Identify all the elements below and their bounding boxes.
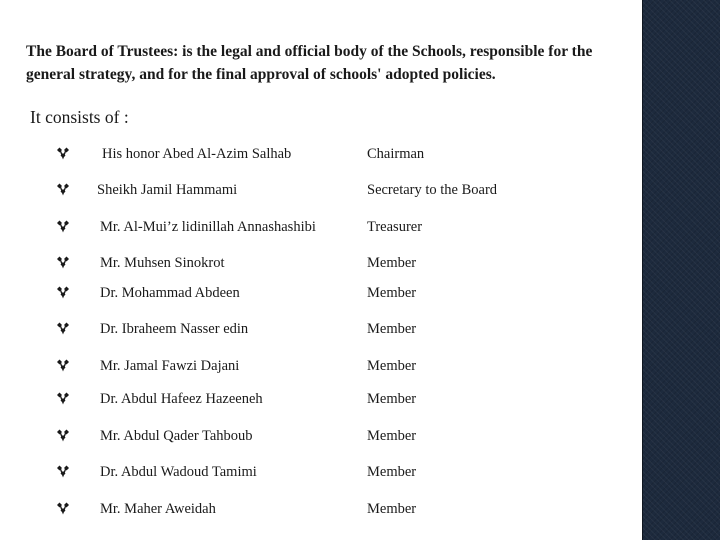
member-name: Mr. Jamal Fawzi Dajani (100, 358, 240, 374)
member-role: Member (367, 428, 417, 444)
member-name: Mr. Al-Mui’z lidinillah Annashashibi (100, 219, 316, 235)
member-row (0, 461, 640, 483)
diamond-bullet-icon (56, 392, 70, 406)
member-name: Dr. Abdul Hafeez Hazeeneh (100, 391, 263, 407)
member-role: Treasurer (367, 219, 423, 235)
member-role: Member (367, 464, 417, 480)
diamond-bullet-icon (56, 359, 70, 373)
diamond-bullet-icon (56, 220, 70, 234)
diamond-bullet-icon (56, 286, 70, 300)
member-row (0, 252, 640, 274)
member-name: Mr. Muhsen Sinokrot (100, 255, 225, 271)
diamond-bullet-icon (56, 256, 70, 270)
side-panel (642, 0, 720, 540)
member-role: Member (367, 321, 417, 337)
member-row (0, 388, 640, 410)
diamond-bullet-icon (56, 429, 70, 443)
member-name: Dr. Ibraheem Nasser edin (100, 321, 249, 337)
member-name: Sheikh Jamil Hammami (97, 182, 238, 198)
diamond-bullet-icon (56, 502, 70, 516)
diamond-bullet-icon (56, 183, 70, 197)
member-row (0, 216, 640, 238)
member-role: Chairman (367, 146, 425, 162)
member-name: Dr. Mohammad Abdeen (100, 285, 240, 301)
member-name: Dr. Abdul Wadoud Tamimi (100, 464, 257, 480)
subheading: It consists of : (30, 107, 129, 127)
member-row (0, 318, 640, 340)
member-role: Member (367, 285, 417, 301)
diamond-bullet-icon (56, 322, 70, 336)
diamond-bullet-icon (56, 465, 70, 479)
member-row (0, 355, 640, 377)
member-row (0, 498, 640, 520)
member-name: His honor Abed Al-Azim Salhab (102, 146, 292, 162)
member-role: Member (367, 501, 417, 517)
member-name: Mr. Abdul Qader Tahboub (100, 428, 253, 444)
member-row (0, 179, 640, 201)
member-role: Secretary to the Board (367, 182, 498, 198)
member-role: Member (367, 358, 417, 374)
member-name: Mr. Maher Aweidah (100, 501, 216, 517)
member-row (0, 425, 640, 447)
diamond-bullet-icon (56, 147, 70, 161)
member-row (0, 143, 640, 165)
member-row (0, 282, 640, 304)
member-role: Member (367, 255, 417, 271)
member-role: Member (367, 391, 417, 407)
intro-paragraph: The Board of Trustees: is the legal and official body of the Schools, responsible for the general strategy, and for the final approval of schools' adopted policies. (26, 43, 593, 83)
